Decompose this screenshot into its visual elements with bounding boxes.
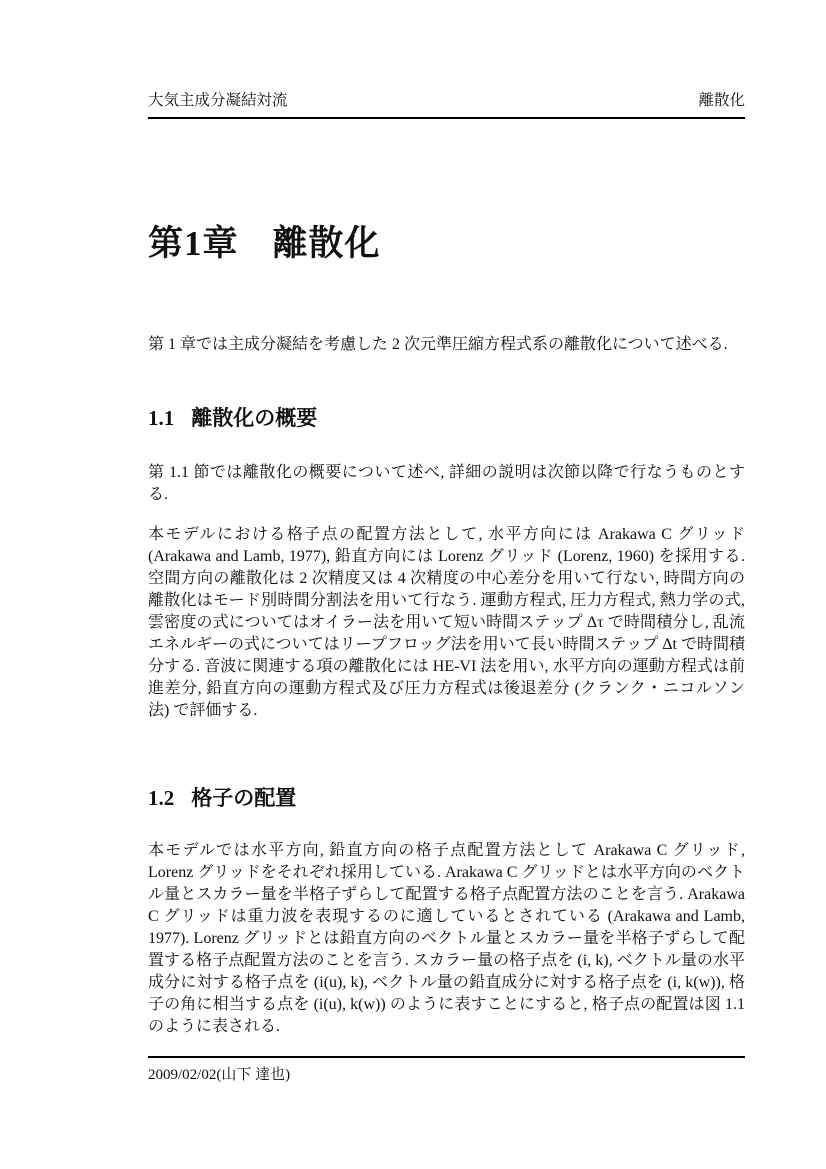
chapter-heading (148, 216, 745, 266)
running-header-right: 離散化 (698, 92, 745, 109)
section-1-2-paragraph-1: 本モデルでは水平方向, 鉛直方向の格子点配置方法として Arakawa C グリッド, Lorenz グリッドをそれぞれ採用している. Arakawa C グリッドとは水平方向のベクトル量とスカラー量を半格子ずらして配置する格子点配置方法のことを言う. Arakawa C グリッドは重力波を表現するのに適しているとされている (Arakawa and Lamb, 1977). Lorenz グリッドとは鉛直方向のベクトル量とスカラー量を半格子ずらして配置する格子点配置方法のことを言う. スカラー量の格子点を (i, k), ベクトル量の水平成分に対する格子点を (i(u), k), ベクトル量の鉛直成分に対する格子点を (i, k(w)), 格子の角に相当する点を (i(u), k(w)) のように表すことにすると, 格子点の配置は図 1.1 のように表される. (148, 842, 745, 1035)
footer-date-author: 2009/02/02(山下 達也) (148, 1067, 291, 1083)
section-number-1-2: 1.2 (148, 786, 175, 810)
section-title-1-2: 格子の配置 (191, 787, 297, 810)
running-header (148, 88, 745, 119)
running-header-left: 大気主成分凝結対流 (148, 92, 288, 109)
section-title-1-1: 離散化の概要 (191, 407, 318, 430)
section-1-1-paragraph-2: 本モデルにおける格子点の配置方法として, 水平方向には Arakawa C グリッド (Arakawa and Lamb, 1977), 鉛直方向には Lorenz グリッド (Lorenz, 1960) を採用する. 空間方向の離散化は 2 次精度又は 4 次精度の中心差分を用いて行ない, 時間方向の離散化はモード別時間分割法を用いて行なう. 運動方程式, 圧力方程式, 熱力学の式, 雲密度の式についてはオイラー法を用いて短い時間ステップ Δτ で時間積分し, 乱流エネルギーの式についてはリープフロッグ法を用いて長い時間ステップ Δt で時間積分する. 音波に関連する項の離散化には HE-VI 法を用い, 水平方向の運動方程式は前進差分, 鉛直方向の運動方程式及び圧力方程式は後退差分 (クランク・ニコルソン法) で評価する. (148, 526, 745, 719)
chapter-title: 離散化 (272, 224, 381, 263)
chapter-number: 第1章 (148, 224, 239, 263)
section-1-1-paragraph-1: 第 1.1 節では離散化の概要について述べ, 詳細の説明は次節以降で行なうものとする. (148, 464, 745, 503)
section-heading-1-1 (148, 402, 745, 432)
section-number-1-1: 1.1 (148, 406, 175, 430)
chapter-intro-paragraph: 第 1 章では主成分凝結を考慮した 2 次元準圧縮方程式系の離散化について述べる. (148, 336, 728, 353)
page-footer (148, 1056, 745, 1084)
section-heading-1-2 (148, 782, 745, 812)
